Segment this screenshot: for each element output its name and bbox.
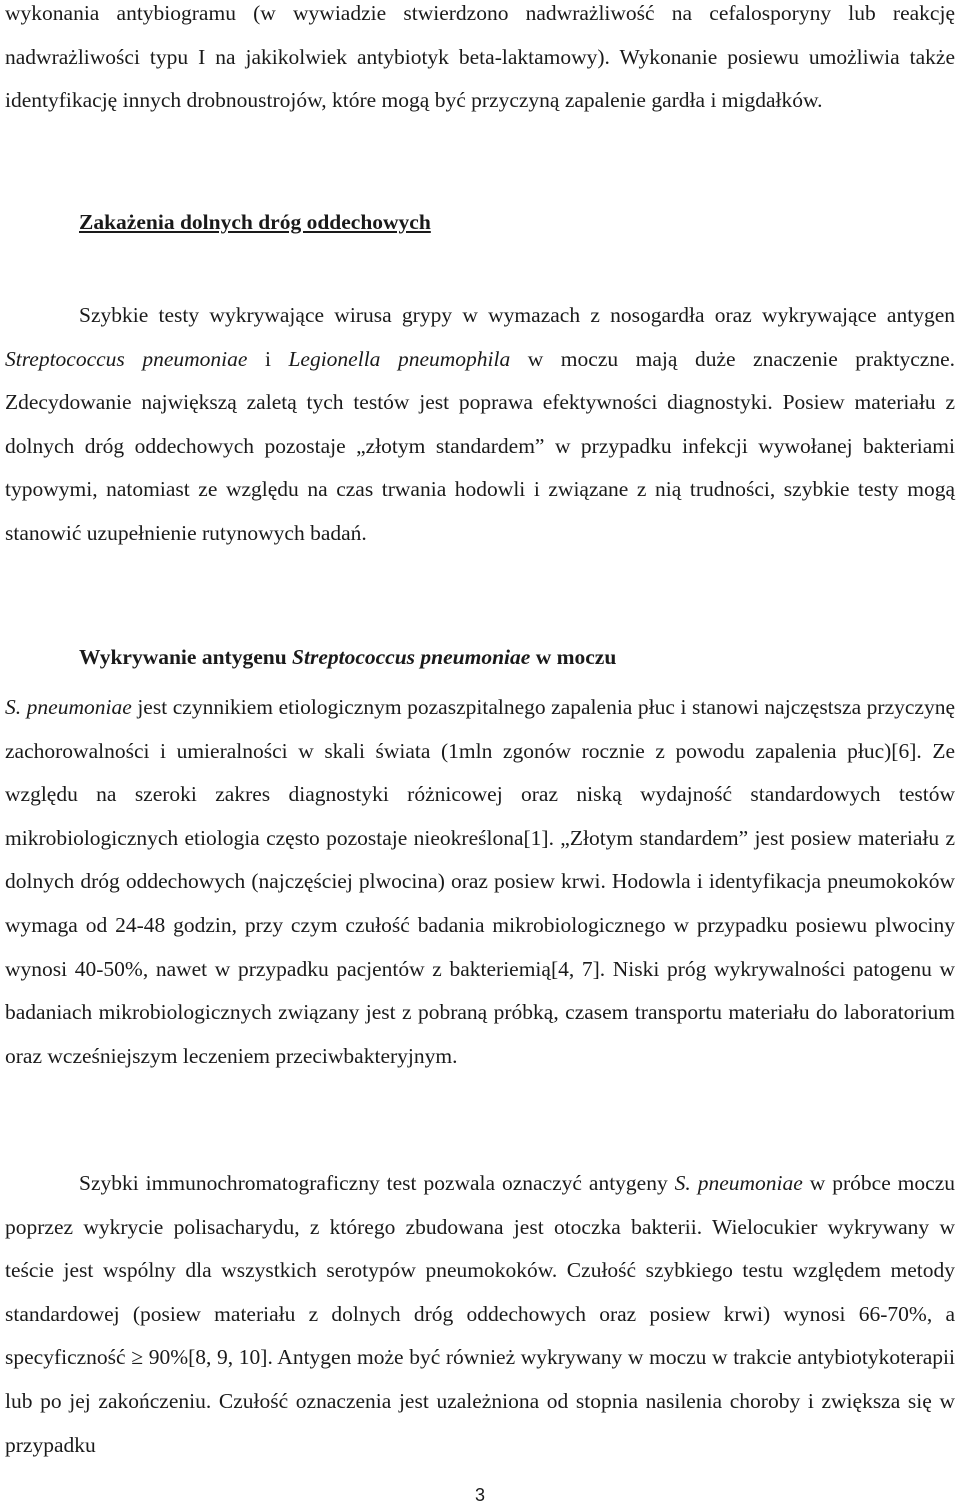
page-number: 3 [474,1485,485,1505]
section-heading-lower-respiratory: Zakażenia dolnych dróg oddechowych [79,210,431,234]
section-heading-antigen-detection [79,645,616,670]
paragraph-text: i [247,346,289,371]
immunochromatographic-test-paragraph [5,1162,955,1467]
paragraph-text: w próbce moczu poprzez wykrycie polisacharydu, z którego zbudowana jest otoczka bakterii. Wielocukier wykrywany w teście jest wspólny dla wszystkich serotypów pneumokoków. Czułość szybkiego testu względem metody standardowej (posiew materiału z dolnych dróg oddechowych oraz posiew krwi) wynosi 66-70%, a specyficzność [5,1171,955,1370]
intro-paragraph [5,0,955,123]
species-name: S. pneumoniae [674,1171,803,1195]
species-name: Legionella pneumophila [288,346,511,371]
paragraph-text: jest czynnikiem etiologicznym pozaszpitalnego zapalenia płuc i stanowi najczęstsza przyczynę zachorowalności i umieralności w skali świata (1mln zgonów rocznie z powodu zapalenia płuc)[6]. Ze względu na szeroki zakres diagnostyki różnicowej oraz niską wydajność standardowych testów mikrobiologicznych etiologia często pozostaje nieokreślona[1]. „Złotym standardem” jest posiew materiału z dolnych dróg oddechowych (najczęściej plwocina) oraz posiew krwi. Hodowla i identyfikacja pneumokoków wymaga od 24-48 godzin, przy czym czułość badania mikrobiologicznego w przypadku posiewu plwociny wynosi 40-50%, nawet w przypadku pacjentów z bakteriemią[4, 7]. Niski próg wykrywalności patogenu w badaniach mikrobiologicznych związany jest z pobraną próbką, czasem transportu materiału do laboratorium oraz wcześniejszym leczeniem przeciwbakteryjnym. [5,695,955,1068]
paragraph-text: w moczu mają duże znaczenie praktyczne. Zdecydowanie największą zaletą tych testów jest poprawa efektywności diagnostyki. Posiew materiału z dolnych dróg oddechowych pozostaje „złotym standardem” w przypadku infekcji wywołanej bakteriami typowymi, natomiast ze względu na czas trwania hodowli i związane z nią trudności, szybkie testy mogą stanowić uzupełnienie rutynowych badań. [5,346,955,545]
paragraph-text: wykonania antybiogramu (w wywiadzie stwierdzono nadwrażliwość na cefalosporyny lub reakcję nadwrażliwości typu I na jakikolwiek antybiotyk beta-laktamowy). Wykonanie posiewu umożliwia także identyfikację innych drobnoustrojów, które mogą być przyczyną zapalenie gardła i migdałków. [5,1,955,113]
rapid-tests-paragraph [5,294,955,556]
species-name: Streptococcus pneumoniae [292,645,531,669]
species-name: S. pneumoniae [5,695,132,719]
greater-or-equal-symbol: ≥ [131,1345,144,1370]
pneumoniae-paragraph [5,686,955,1078]
paragraph-text: 90%[8, 9, 10]. Antygen może być również wykrywany w moczu w trakcie antybiotykoterapii lub po jej zakończeniu. Czułość oznaczenia jest uzależniona od stopnia nasilenia choroby i zwiększa się w przypadku [5,1345,955,1457]
heading-text: w moczu [530,645,617,669]
species-name: Streptococcus pneumoniae [5,346,248,371]
paragraph-text: Szybki immunochromatograficzny test pozwala oznaczyć antygeny [79,1171,675,1195]
heading-text: Wykrywanie antygenu [79,645,293,669]
paragraph-text: Szybkie testy wykrywające wirusa grypy w wymazach z nosogardła oraz wykrywające antygen [79,303,955,327]
